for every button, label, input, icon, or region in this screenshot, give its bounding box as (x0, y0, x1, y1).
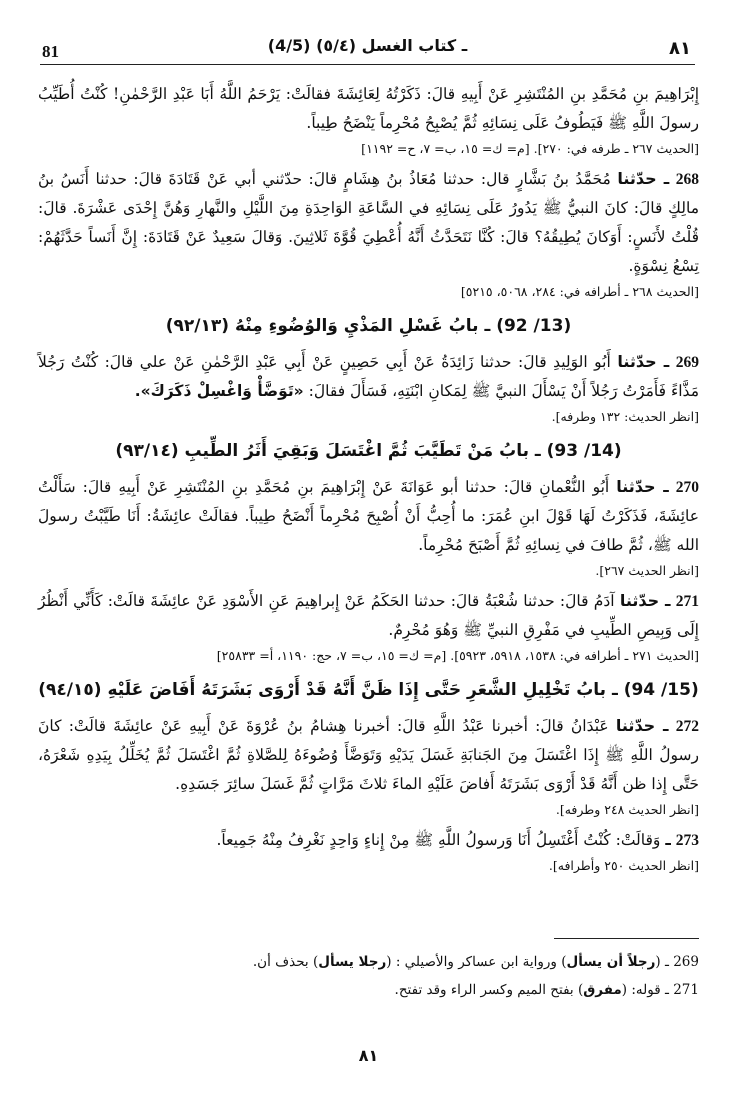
footnote-number: 269 (673, 954, 699, 970)
hadith-lead: ـ (665, 830, 671, 849)
chapter-heading: (14/ 93) ـ بابُ مَنْ تَطَيَّبَ ثُمَّ اغْتَسَلَ وَبَقِيَ أَثَرُ الطِّيبِ (٩٣/١٤) (115, 441, 622, 461)
hadith-number: 268 (675, 171, 700, 188)
footnote-text: ) ورواية ابن عساكر والأصيلي : ( (386, 954, 567, 970)
hadith-text: إِبْرَاهِيمَ بنِ مُحَمَّدِ بنِ المُنْتَشِرِ عَنْ أَبِيهِ قالَ: ذَكَرْتُهُ لِعَائِشَةَ فقالَتْ: يَرْحَمُ اللَّهُ أَبَا عَبْدِ الرَّحْمٰنِ! كُنْتُ أُطَيِّبُ رسولَ اللَّهِ ﷺ فَيَطُوفُ عَلَى نِسَائِهِ ثُمَّ يُصْبِحُ مُحْرِماً يَنْضَحُ طِيباً. (38, 85, 699, 132)
hadith-number: 273 (675, 832, 699, 849)
footnote-text: ) بحذف أن. (252, 954, 319, 970)
hadith-number: 270 (675, 479, 700, 496)
hadith-reference: [انظر الحديث: ١٣٢ وطرفه]. (551, 409, 699, 424)
chapter-heading: (15/ 94) ـ بابُ تَخْلِيلِ الشَّعَرِ حَتَّى إِذَا ظَنَّ أَنَّهُ قَدْ أَرْوَى بَشَرَتَهُ أَفَاضَ عَلَيْهِ (٩٤/١٥) (38, 680, 699, 700)
footnote (38, 948, 699, 976)
footnote-text: ـ قوله: ( (621, 982, 669, 998)
footnote-term: رجلا يسأل (318, 954, 387, 970)
running-title: (4/5) ـ كتاب الغسل (٥/٤) (267, 36, 468, 55)
footnote-term: مفرق (583, 982, 622, 998)
page-header (40, 30, 695, 65)
footnote-text: ـ ( (655, 954, 669, 970)
hadith-reference: [الحديث ٢٦٨ ـ أطرافه في: ٢٨٤، ٥٠٦٨، ٥٢١٥] (460, 284, 699, 299)
footnote-term: رجلاً أن يسأل (566, 954, 656, 970)
hadith-number: 272 (675, 718, 699, 735)
hadith-text: مُحَمَّدُ بنُ بَشَّارٍ قال: حدثنا مُعَاذُ بنُ هِشَامٍ قالَ: حدّثني أبي عَنْ قَتَادَةَ قالَ: حدثنا أَنَسُ بنُ مالِكٍ قالَ: كانَ النبيُّ ﷺ يَدُورُ عَلَى نِسَائِهِ في السَّاعَةِ الوَاحِدَةِ مِنَ اللَّيْلِ والنَّهارِ وَهُنَّ إِحْدَى عَشْرَةَ. قالَ: قُلْتُ لأَنَسٍ: أَوَكانَ يُطِيقُهُ؟ قالَ: كُنَّا نَتَحَدَّثُ أَنَّهُ أُعْطِيَ قُوَّةَ ثَلاثِينَ. وَقالَ سَعِيدٌ عَنْ قَتَادَةَ: إِنَّ أَنَساً حَدَّثَهُمْ: تِسْعُ نِسْوَةٍ. (38, 170, 699, 275)
hadith-text: أَبُو النُّعْمانِ قالَ: حدثنا أبو عَوَانَةَ عَنْ إِبْرَاهِيمَ بنِ مُحَمَّدِ بنِ المُنْتَشِرِ عَنْ أَبِيهِ قالَ: سَأَلْتُ عائِشَةَ، فَذَكَرْتُ لَهَا قَوْلَ ابنِ عُمَرَ: ما أُحِبُّ أَنْ أُصْبِحَ مُحْرِماً أَنْضَحُ طِيباً. فقالَتْ عائِشَةُ: أَنَا طَيَّبْتُ رسولَ الله ﷺ، ثُمَّ طافَ في نِسائِهِ ثُمَّ أَصْبَحَ مُحْرِماً. (38, 478, 699, 554)
chapter-heading: (13/ 92) ـ بابُ غَسْلِ المَذْيِ وَالوُضُوءِ مِنْهُ (٩٢/١٣) (165, 316, 572, 336)
prophetic-quote: «تَوَضَّأْ وَاغْسِلْ ذَكَرَكَ». (134, 382, 304, 400)
hadith-paragraph (38, 711, 699, 799)
hadith-reference: [الحديث ٢٦٧ ـ طرفه في: ٢٧٠]. [م= ك= ١٥، ب= ٧، ح= ١١٩٢] (361, 141, 699, 156)
page-number-latin: 81 (42, 42, 59, 61)
page-footer-number: ٨١ (358, 1046, 379, 1065)
hadith-reference: [الحديث ٢٧١ ـ أطرافه في: ١٥٣٨، ٥٩١٨، ٥٩٢٣]. [م= ك= ١٥، ب= ٧، حج: ١١٩٠، أ= ٢٥٨٣٣] (216, 648, 699, 663)
hadith-paragraph (38, 825, 699, 855)
hadith-lead: ـ حدّثنا (617, 352, 670, 371)
footnote (38, 976, 699, 1004)
hadith-number: 269 (675, 354, 699, 371)
footnote-number: 271 (673, 982, 699, 998)
footnote-separator (554, 938, 699, 939)
hadith-reference: [انظر الحديث ٢٥٠ وأطرافه]. (548, 858, 699, 873)
hadith-text: آدَمُ قالَ: حدثنا شُعْبَةُ قالَ: حدثنا الحَكَمُ عَنْ إِبراهِيمَ عَنِ الأَسْوَدِ عَنْ عائِشَةَ قالَتْ: كَأَنِّي أَنْظُرُ إِلَى وَبِيصِ الطِّيبِ في مَفْرِقِ النبيِّ ﷺ وَهُوَ مُحْرِمٌ. (38, 592, 699, 639)
hadith-reference: [انظر الحديث ٢٤٨ وطرفه]. (555, 802, 699, 817)
hadith-lead: ـ حدّثنا (615, 716, 669, 735)
hadith-text: وَقالَتْ: كُنْتُ أَغْتَسِلُ أَنَا وَرسولُ اللَّهِ ﷺ مِنْ إِناءٍ وَاحِدٍ نَغْرِفُ مِنْهُ جَمِيعاً. (216, 831, 661, 849)
hadith-paragraph (38, 80, 699, 138)
hadith-reference: [انظر الحديث ٢٦٧]. (595, 563, 699, 578)
hadith-lead: ـ حدّثنا (619, 591, 671, 610)
hadith-number: 271 (675, 593, 699, 610)
footnotes (38, 948, 699, 1004)
page-body (38, 80, 699, 881)
page-number-arabic: ٨١ (669, 38, 691, 59)
hadith-text: عَبْدَانُ قالَ: أخبرنا عَبْدُ اللَّهِ قالَ: أخبرنا هِشامُ بنُ عُرْوَةَ عَنْ أَبِيهِ عَنْ عائِشَةَ قالَتْ: كانَ رسولُ اللَّهِ ﷺ إِذَا اغْتَسَلَ مِنَ الجَنابَةِ غَسَلَ يَدَيْهِ وَتَوَضَّأَ وُضُوءَهُ لِلصَّلاةِ ثُمَّ اغْتَسَلَ ثُمَّ يُخَلِّلُ بِيَدِهِ شَعْرَهُ، حَتَّى إِذا ظن أَنَّهُ قَدْ أَرْوَى بَشَرَتَهُ أَفاضَ عَلَيْهِ الماءَ ثلاثَ مَرَّاتٍ ثُمَّ غَسَلَ سائِرَ جَسَدِهِ. (38, 717, 699, 793)
hadith-paragraph (38, 164, 699, 281)
hadith-text: أَبُو الوَلِيدِ قالَ: حدثنا زَائِدَةُ عَنْ أَبِي حَصِينٍ عَنْ أَبِي عَبْدِ الرَّحْمٰنِ عَنْ علي قالَ: كُنْتُ رَجُلاً مَذَّاءً فَأَمَرْتُ رَجُلاً أَنْ يَسْأَلَ النبيَّ ﷺ لِمَكانِ ابْنَتِهِ، فَسَأَلَ فقالَ: (38, 353, 699, 400)
hadith-paragraph (38, 472, 699, 560)
hadith-lead: ـ حدّثنا (616, 477, 669, 496)
hadith-paragraph (38, 586, 699, 645)
footnote-text: ) بفتح الميم وكسر الراء وقد تفتح. (394, 982, 584, 998)
hadith-paragraph (38, 347, 699, 406)
hadith-lead: ـ حدّثنا (617, 169, 670, 188)
